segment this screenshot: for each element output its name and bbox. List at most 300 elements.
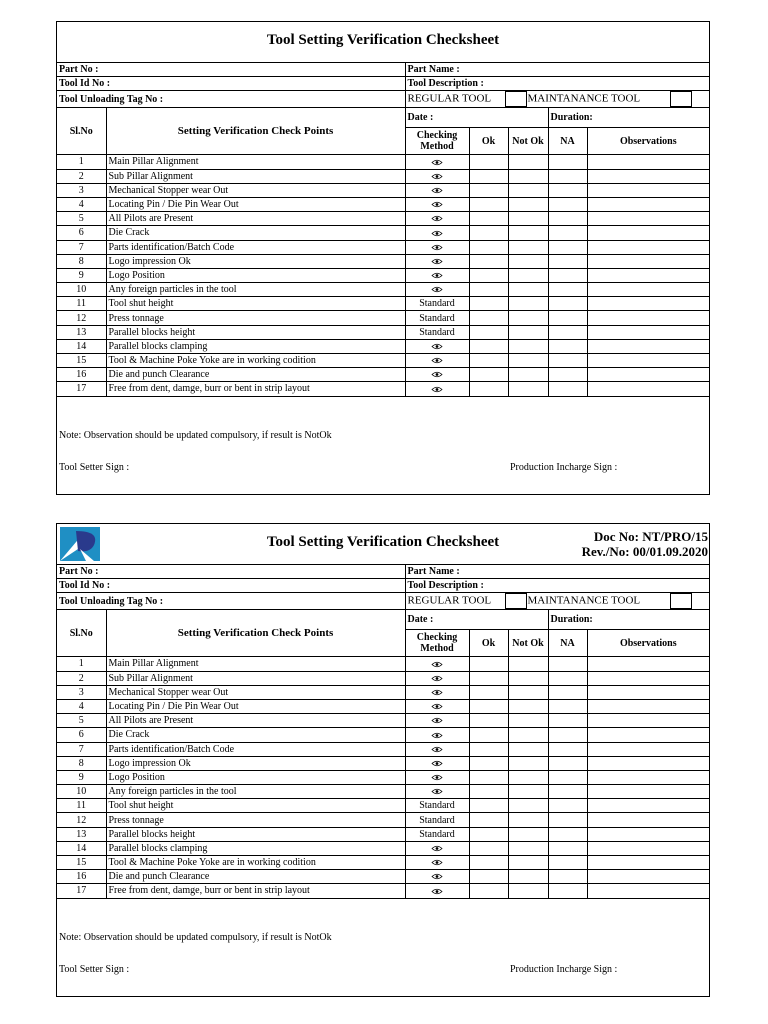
table-row — [57, 685, 709, 699]
not-ok-cell[interactable] — [508, 699, 548, 713]
not-ok-cell[interactable] — [508, 155, 548, 169]
na-cell[interactable] — [548, 841, 587, 855]
not-ok-cell[interactable] — [508, 827, 548, 841]
checksheet-table — [57, 565, 709, 899]
na-cell[interactable] — [548, 856, 587, 870]
checking-method — [405, 226, 469, 240]
row-number: 11 — [57, 799, 106, 813]
na-cell[interactable] — [548, 311, 587, 325]
tool-type-selector — [405, 593, 709, 610]
not-ok-cell[interactable] — [508, 870, 548, 884]
ok-cell[interactable] — [469, 354, 508, 368]
eye-icon — [431, 272, 443, 279]
eye-icon — [431, 173, 443, 180]
ok-cell[interactable] — [469, 870, 508, 884]
check-point: Logo Position — [106, 268, 405, 282]
title-row — [57, 22, 709, 63]
observations-cell[interactable] — [587, 297, 709, 311]
na-cell[interactable] — [548, 212, 587, 226]
observations-cell[interactable] — [587, 856, 709, 870]
date-field[interactable]: Date : — [405, 108, 548, 128]
table-row — [57, 240, 709, 254]
table-row — [57, 169, 709, 183]
ok-cell[interactable] — [469, 311, 508, 325]
row-number: 1 — [57, 155, 106, 169]
not-ok-cell[interactable] — [508, 283, 548, 297]
na-cell[interactable] — [548, 770, 587, 784]
check-point: Press tonnage — [106, 813, 405, 827]
na-cell[interactable] — [548, 699, 587, 713]
not-ok-cell[interactable] — [508, 368, 548, 382]
row-number: 7 — [57, 742, 106, 756]
observations-cell[interactable] — [587, 212, 709, 226]
observations-cell[interactable] — [587, 155, 709, 169]
ok-cell[interactable] — [469, 368, 508, 382]
check-point: Die Crack — [106, 226, 405, 240]
check-point: Locating Pin / Die Pin Wear Out — [106, 699, 405, 713]
tool-setter-sign[interactable]: Tool Setter Sign : — [59, 462, 130, 473]
not-ok-cell[interactable] — [508, 770, 548, 784]
row-number: 4 — [57, 699, 106, 713]
not-ok-cell[interactable] — [508, 799, 548, 813]
observations-cell[interactable] — [587, 742, 709, 756]
check-point: Logo impression Ok — [106, 254, 405, 268]
check-point: Sub Pillar Alignment — [106, 169, 405, 183]
na-header: NA — [548, 128, 587, 155]
check-point: Locating Pin / Die Pin Wear Out — [106, 197, 405, 211]
checking-method — [405, 685, 469, 699]
unloading-tag-field[interactable]: Tool Unloading Tag No : — [57, 593, 405, 610]
row-number: 13 — [57, 827, 106, 841]
eye-icon — [431, 873, 443, 880]
ok-cell[interactable] — [469, 813, 508, 827]
observations-cell[interactable] — [587, 685, 709, 699]
not-ok-cell[interactable] — [508, 728, 548, 742]
production-incharge-sign[interactable]: Production Incharge Sign : — [510, 964, 618, 975]
ok-cell[interactable] — [469, 699, 508, 713]
observations-cell[interactable] — [587, 841, 709, 855]
eye-icon — [431, 689, 443, 696]
observations-cell[interactable] — [587, 813, 709, 827]
table-row — [57, 339, 709, 353]
not-ok-cell[interactable] — [508, 311, 548, 325]
row-number: 13 — [57, 325, 106, 339]
row-number: 8 — [57, 756, 106, 770]
observations-header: Observations — [587, 630, 709, 657]
checking-method-header: Checking Method — [405, 630, 469, 657]
na-cell[interactable] — [548, 799, 587, 813]
ok-cell[interactable] — [469, 183, 508, 197]
na-cell[interactable] — [548, 155, 587, 169]
check-point: Parts identification/Batch Code — [106, 742, 405, 756]
ok-cell[interactable] — [469, 155, 508, 169]
observations-cell[interactable] — [587, 354, 709, 368]
observations-cell[interactable] — [587, 770, 709, 784]
maintenance-tool-label: MAINTANANCE TOOL — [527, 594, 641, 607]
checking-method — [405, 254, 469, 268]
eye-icon — [431, 187, 443, 194]
not-ok-cell[interactable] — [508, 354, 548, 368]
revision-number: Rev./No: 00/01.09.2020 — [581, 544, 708, 559]
ok-cell[interactable] — [469, 382, 508, 396]
observations-cell[interactable] — [587, 382, 709, 396]
eye-icon — [431, 286, 443, 293]
regular-tool-checkbox[interactable] — [505, 593, 527, 609]
row-number: 8 — [57, 254, 106, 268]
part-no-field[interactable]: Part No : — [57, 63, 405, 77]
ok-cell[interactable] — [469, 297, 508, 311]
slno-header: Sl.No — [57, 108, 106, 155]
not-ok-cell[interactable] — [508, 183, 548, 197]
table-row — [57, 671, 709, 685]
eye-icon — [431, 371, 443, 378]
ok-cell[interactable] — [469, 212, 508, 226]
na-cell[interactable] — [548, 240, 587, 254]
production-incharge-sign[interactable]: Production Incharge Sign : — [510, 462, 618, 473]
eye-icon — [431, 859, 443, 866]
observations-cell[interactable] — [587, 884, 709, 898]
note-text: Note: Observation should be updated compulsory, if result is NotOk — [59, 430, 332, 441]
na-cell[interactable] — [548, 728, 587, 742]
ok-header: Ok — [469, 630, 508, 657]
not-ok-cell[interactable] — [508, 339, 548, 353]
table-row — [57, 254, 709, 268]
checking-method — [405, 699, 469, 713]
ok-cell[interactable] — [469, 283, 508, 297]
table-row — [57, 813, 709, 827]
checking-method — [405, 197, 469, 211]
not-ok-cell[interactable] — [508, 856, 548, 870]
na-cell[interactable] — [548, 268, 587, 282]
na-cell[interactable] — [548, 254, 587, 268]
regular-tool-checkbox[interactable] — [505, 91, 527, 107]
na-cell[interactable] — [548, 756, 587, 770]
ok-cell[interactable] — [469, 325, 508, 339]
not-ok-cell[interactable] — [508, 297, 548, 311]
ok-cell[interactable] — [469, 841, 508, 855]
sheet-title: Tool Setting Verification Checksheet — [266, 32, 500, 48]
note-text: Note: Observation should be updated compulsory, if result is NotOk — [59, 932, 332, 943]
checking-method — [405, 657, 469, 671]
check-point: Tool & Machine Poke Yoke are in working codition — [106, 856, 405, 870]
tool-id-field[interactable]: Tool Id No : — [57, 579, 405, 593]
regular-tool-label: REGULAR TOOL — [407, 92, 491, 105]
na-cell[interactable] — [548, 884, 587, 898]
observations-cell[interactable] — [587, 827, 709, 841]
table-row — [57, 756, 709, 770]
observations-cell[interactable] — [587, 254, 709, 268]
ok-cell[interactable] — [469, 254, 508, 268]
ok-cell[interactable] — [469, 169, 508, 183]
observations-header: Observations — [587, 128, 709, 155]
regular-tool-label: REGULAR TOOL — [407, 594, 491, 607]
part-name-field[interactable]: Part Name : — [405, 565, 709, 579]
observations-cell[interactable] — [587, 183, 709, 197]
checking-method — [405, 283, 469, 297]
check-point: Parallel blocks clamping — [106, 841, 405, 855]
checking-method — [405, 884, 469, 898]
na-cell[interactable] — [548, 226, 587, 240]
not-ok-cell[interactable] — [508, 671, 548, 685]
ok-cell[interactable] — [469, 226, 508, 240]
row-number: 17 — [57, 382, 106, 396]
unloading-tag-field[interactable]: Tool Unloading Tag No : — [57, 91, 405, 108]
na-cell[interactable] — [548, 197, 587, 211]
check-point: Die Crack — [106, 728, 405, 742]
checking-method: Standard — [405, 311, 469, 325]
ok-cell[interactable] — [469, 799, 508, 813]
duration-field[interactable]: Duration: — [548, 108, 709, 128]
observations-cell[interactable] — [587, 169, 709, 183]
eye-icon — [431, 675, 443, 682]
checking-method — [405, 268, 469, 282]
ok-header: Ok — [469, 128, 508, 155]
ok-cell[interactable] — [469, 339, 508, 353]
table-row — [57, 770, 709, 784]
part-no-field[interactable]: Part No : — [57, 565, 405, 579]
na-cell[interactable] — [548, 283, 587, 297]
checking-method — [405, 785, 469, 799]
eye-icon — [431, 774, 443, 781]
na-cell[interactable] — [548, 657, 587, 671]
observations-cell[interactable] — [587, 671, 709, 685]
row-number: 3 — [57, 685, 106, 699]
observations-cell[interactable] — [587, 756, 709, 770]
na-header: NA — [548, 630, 587, 657]
table-row — [57, 841, 709, 855]
observations-cell[interactable] — [587, 714, 709, 728]
table-row — [57, 183, 709, 197]
not-ok-cell[interactable] — [508, 813, 548, 827]
not-ok-cell[interactable] — [508, 742, 548, 756]
ok-cell[interactable] — [469, 240, 508, 254]
ok-cell[interactable] — [469, 742, 508, 756]
duration-field[interactable]: Duration: — [548, 610, 709, 630]
observations-cell[interactable] — [587, 785, 709, 799]
ok-cell[interactable] — [469, 856, 508, 870]
row-number: 2 — [57, 169, 106, 183]
eye-icon — [431, 386, 443, 393]
na-cell[interactable] — [548, 785, 587, 799]
table-row — [57, 226, 709, 240]
row-number: 5 — [57, 714, 106, 728]
checking-method — [405, 212, 469, 226]
na-cell[interactable] — [548, 297, 587, 311]
row-number: 10 — [57, 283, 106, 297]
table-row — [57, 368, 709, 382]
observations-cell[interactable] — [587, 268, 709, 282]
na-cell[interactable] — [548, 169, 587, 183]
part-name-field[interactable]: Part Name : — [405, 63, 709, 77]
na-cell[interactable] — [548, 183, 587, 197]
eye-icon — [431, 258, 443, 265]
check-point: Main Pillar Alignment — [106, 155, 405, 169]
checking-method — [405, 856, 469, 870]
observations-cell[interactable] — [587, 197, 709, 211]
eye-icon — [431, 732, 443, 739]
table-row — [57, 297, 709, 311]
check-point: Mechanical Stopper wear Out — [106, 183, 405, 197]
tool-setter-sign[interactable]: Tool Setter Sign : — [59, 964, 130, 975]
not-ok-header: Not Ok — [508, 630, 548, 657]
na-cell[interactable] — [548, 685, 587, 699]
na-cell[interactable] — [548, 870, 587, 884]
observations-cell[interactable] — [587, 311, 709, 325]
table-row — [57, 657, 709, 671]
row-number: 10 — [57, 785, 106, 799]
row-number: 9 — [57, 770, 106, 784]
not-ok-cell[interactable] — [508, 756, 548, 770]
table-row — [57, 212, 709, 226]
ok-cell[interactable] — [469, 770, 508, 784]
ok-cell[interactable] — [469, 197, 508, 211]
ok-cell[interactable] — [469, 827, 508, 841]
na-cell[interactable] — [548, 339, 587, 353]
slno-header: Sl.No — [57, 610, 106, 657]
ok-cell[interactable] — [469, 657, 508, 671]
ok-cell[interactable] — [469, 785, 508, 799]
not-ok-cell[interactable] — [508, 657, 548, 671]
check-point: Tool shut height — [106, 799, 405, 813]
row-number: 17 — [57, 884, 106, 898]
na-cell[interactable] — [548, 325, 587, 339]
table-row — [57, 827, 709, 841]
na-cell[interactable] — [548, 742, 587, 756]
eye-icon — [431, 343, 443, 350]
eye-icon — [431, 159, 443, 166]
tool-description-field[interactable]: Tool Description : — [405, 77, 709, 91]
check-point: Free from dent, damge, burr or bent in strip layout — [106, 884, 405, 898]
table-row — [57, 699, 709, 713]
table-row — [57, 283, 709, 297]
na-cell[interactable] — [548, 382, 587, 396]
checking-method — [405, 240, 469, 254]
checking-method — [405, 169, 469, 183]
table-row — [57, 742, 709, 756]
observations-cell[interactable] — [587, 325, 709, 339]
row-number: 15 — [57, 354, 106, 368]
row-number: 16 — [57, 368, 106, 382]
ok-cell[interactable] — [469, 671, 508, 685]
observations-cell[interactable] — [587, 368, 709, 382]
check-point: Any foreign particles in the tool — [106, 283, 405, 297]
na-cell[interactable] — [548, 354, 587, 368]
maintenance-tool-checkbox[interactable] — [670, 91, 692, 107]
row-number: 11 — [57, 297, 106, 311]
check-point: Parallel blocks clamping — [106, 339, 405, 353]
checking-method — [405, 714, 469, 728]
checking-method — [405, 368, 469, 382]
checking-method — [405, 841, 469, 855]
checking-method — [405, 756, 469, 770]
not-ok-cell[interactable] — [508, 197, 548, 211]
tool-description-field[interactable]: Tool Description : — [405, 579, 709, 593]
checking-method: Standard — [405, 799, 469, 813]
na-cell[interactable] — [548, 368, 587, 382]
observations-cell[interactable] — [587, 240, 709, 254]
not-ok-cell[interactable] — [508, 841, 548, 855]
table-row — [57, 856, 709, 870]
date-field[interactable]: Date : — [405, 610, 548, 630]
observations-cell[interactable] — [587, 699, 709, 713]
row-number: 6 — [57, 226, 106, 240]
not-ok-header: Not Ok — [508, 128, 548, 155]
table-row — [57, 197, 709, 211]
table-row — [57, 785, 709, 799]
not-ok-cell[interactable] — [508, 169, 548, 183]
not-ok-cell[interactable] — [508, 268, 548, 282]
checking-method-header: Checking Method — [405, 128, 469, 155]
checksheet-table — [57, 63, 709, 397]
checking-method — [405, 382, 469, 396]
not-ok-cell[interactable] — [508, 240, 548, 254]
row-number: 12 — [57, 311, 106, 325]
eye-icon — [431, 215, 443, 222]
not-ok-cell[interactable] — [508, 884, 548, 898]
not-ok-cell[interactable] — [508, 685, 548, 699]
ok-cell[interactable] — [469, 728, 508, 742]
maintenance-tool-checkbox[interactable] — [670, 593, 692, 609]
ok-cell[interactable] — [469, 268, 508, 282]
not-ok-cell[interactable] — [508, 254, 548, 268]
not-ok-cell[interactable] — [508, 212, 548, 226]
observations-cell[interactable] — [587, 283, 709, 297]
observations-cell[interactable] — [587, 339, 709, 353]
checking-method — [405, 870, 469, 884]
table-row — [57, 799, 709, 813]
row-number: 5 — [57, 212, 106, 226]
row-number: 9 — [57, 268, 106, 282]
observations-cell[interactable] — [587, 657, 709, 671]
row-number: 16 — [57, 870, 106, 884]
ok-cell[interactable] — [469, 714, 508, 728]
row-number: 14 — [57, 339, 106, 353]
not-ok-cell[interactable] — [508, 382, 548, 396]
observations-cell[interactable] — [587, 728, 709, 742]
eye-icon — [431, 845, 443, 852]
observations-cell[interactable] — [587, 226, 709, 240]
ok-cell[interactable] — [469, 685, 508, 699]
tool-id-field[interactable]: Tool Id No : — [57, 77, 405, 91]
not-ok-cell[interactable] — [508, 226, 548, 240]
ok-cell[interactable] — [469, 756, 508, 770]
check-point: Tool shut height — [106, 297, 405, 311]
na-cell[interactable] — [548, 813, 587, 827]
table-row — [57, 884, 709, 898]
observations-cell[interactable] — [587, 799, 709, 813]
check-point: Any foreign particles in the tool — [106, 785, 405, 799]
na-cell[interactable] — [548, 714, 587, 728]
not-ok-cell[interactable] — [508, 714, 548, 728]
checking-method — [405, 770, 469, 784]
sheet-title: Tool Setting Verification Checksheet — [266, 534, 500, 550]
na-cell[interactable] — [548, 827, 587, 841]
ok-cell[interactable] — [469, 884, 508, 898]
check-point: Free from dent, damge, burr or bent in strip layout — [106, 382, 405, 396]
not-ok-cell[interactable] — [508, 785, 548, 799]
check-point: Parts identification/Batch Code — [106, 240, 405, 254]
table-row — [57, 155, 709, 169]
check-point: All Pilots are Present — [106, 714, 405, 728]
row-number: 3 — [57, 183, 106, 197]
not-ok-cell[interactable] — [508, 325, 548, 339]
na-cell[interactable] — [548, 671, 587, 685]
table-row — [57, 311, 709, 325]
check-point: Logo Position — [106, 770, 405, 784]
table-row — [57, 714, 709, 728]
check-point: All Pilots are Present — [106, 212, 405, 226]
observations-cell[interactable] — [587, 870, 709, 884]
